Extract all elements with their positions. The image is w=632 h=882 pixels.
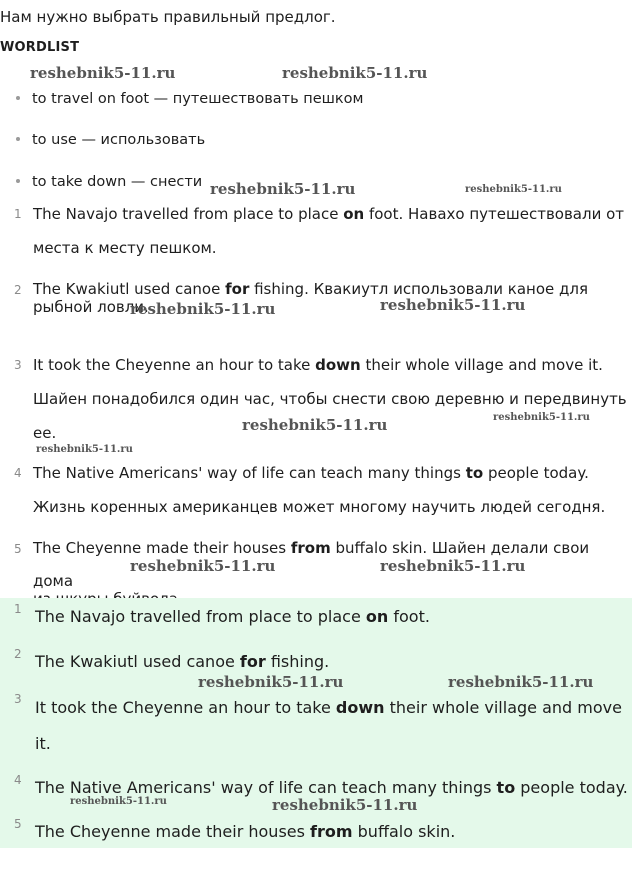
item-number: 4 <box>14 466 22 480</box>
answer-item: 4 The Native Americans' way of life can teach many things to people today. <box>14 773 628 797</box>
watermark: reshebnik5-11.ru <box>242 416 388 434</box>
bullet-icon <box>16 179 20 183</box>
item-number: 3 <box>14 692 22 706</box>
answer-item: 1 The Navajo travelled from place to place on foot. <box>14 602 430 626</box>
watermark: reshebnik5-11.ru <box>198 673 344 691</box>
watermark: reshebnik5-11.ru <box>70 796 167 807</box>
watermark: reshebnik5-11.ru <box>380 296 526 314</box>
watermark: reshebnik5-11.ru <box>30 64 176 82</box>
answer-item: 3 It took the Cheyenne an hour to take down their whole village and move it. <box>14 692 622 753</box>
bullet-icon <box>16 96 20 100</box>
wordlist-title: WORDLIST <box>0 40 80 55</box>
exercise-item: 2 The Kwakiutl used canoe for fishing. Квакиутл использовали каное для рыбной ловли. <box>14 273 630 318</box>
item-number: 1 <box>14 602 22 616</box>
watermark: reshebnik5-11.ru <box>380 557 526 575</box>
item-number: 1 <box>14 207 22 221</box>
answer-item: 2 The Kwakiutl used canoe for fishing. <box>14 647 330 671</box>
wordlist-item: to take down — снести <box>16 174 202 190</box>
watermark: reshebnik5-11.ru <box>272 796 418 814</box>
item-number: 2 <box>14 647 22 661</box>
wordlist-item: to travel on foot — путешествовать пешком <box>16 91 363 107</box>
watermark: reshebnik5-11.ru <box>493 412 590 423</box>
intro-text: Нам нужно выбрать правильный предлог. <box>0 8 336 26</box>
watermark: reshebnik5-11.ru <box>130 557 276 575</box>
wordlist-item: to use — использовать <box>16 132 205 148</box>
answer-item: 5 The Cheyenne made their houses from buffalo skin. <box>14 817 456 841</box>
item-number: 3 <box>14 358 22 372</box>
item-number: 5 <box>14 817 22 831</box>
watermark: reshebnik5-11.ru <box>210 180 356 198</box>
item-number: 4 <box>14 773 22 787</box>
exercise-item: 1 The Navajo travelled from place to place on foot. Навахо путешествовали от места к месту пешком. <box>14 197 630 265</box>
watermark: reshebnik5-11.ru <box>465 184 562 195</box>
exercise-item: 5 The Cheyenne made their houses from buffalo skin. Шайен делали свои дома <box>14 532 630 610</box>
watermark: reshebnik5-11.ru <box>36 444 133 455</box>
watermark: reshebnik5-11.ru <box>130 300 276 318</box>
exercise-item: 3 It took the Cheyenne an hour to take down their whole village and move it. Шайен понадобился один час, чтобы снести свою деревню и передвинуть ее. <box>14 348 630 450</box>
item-number: 2 <box>14 283 22 297</box>
watermark: reshebnik5-11.ru <box>282 64 428 82</box>
bullet-icon <box>16 137 20 141</box>
exercise-item: 4 The Native Americans' way of life can teach many things to people today. Жизнь коренных американцев может многому научить людей сегодня. <box>14 456 630 524</box>
watermark: reshebnik5-11.ru <box>448 673 594 691</box>
item-number: 5 <box>14 542 22 556</box>
